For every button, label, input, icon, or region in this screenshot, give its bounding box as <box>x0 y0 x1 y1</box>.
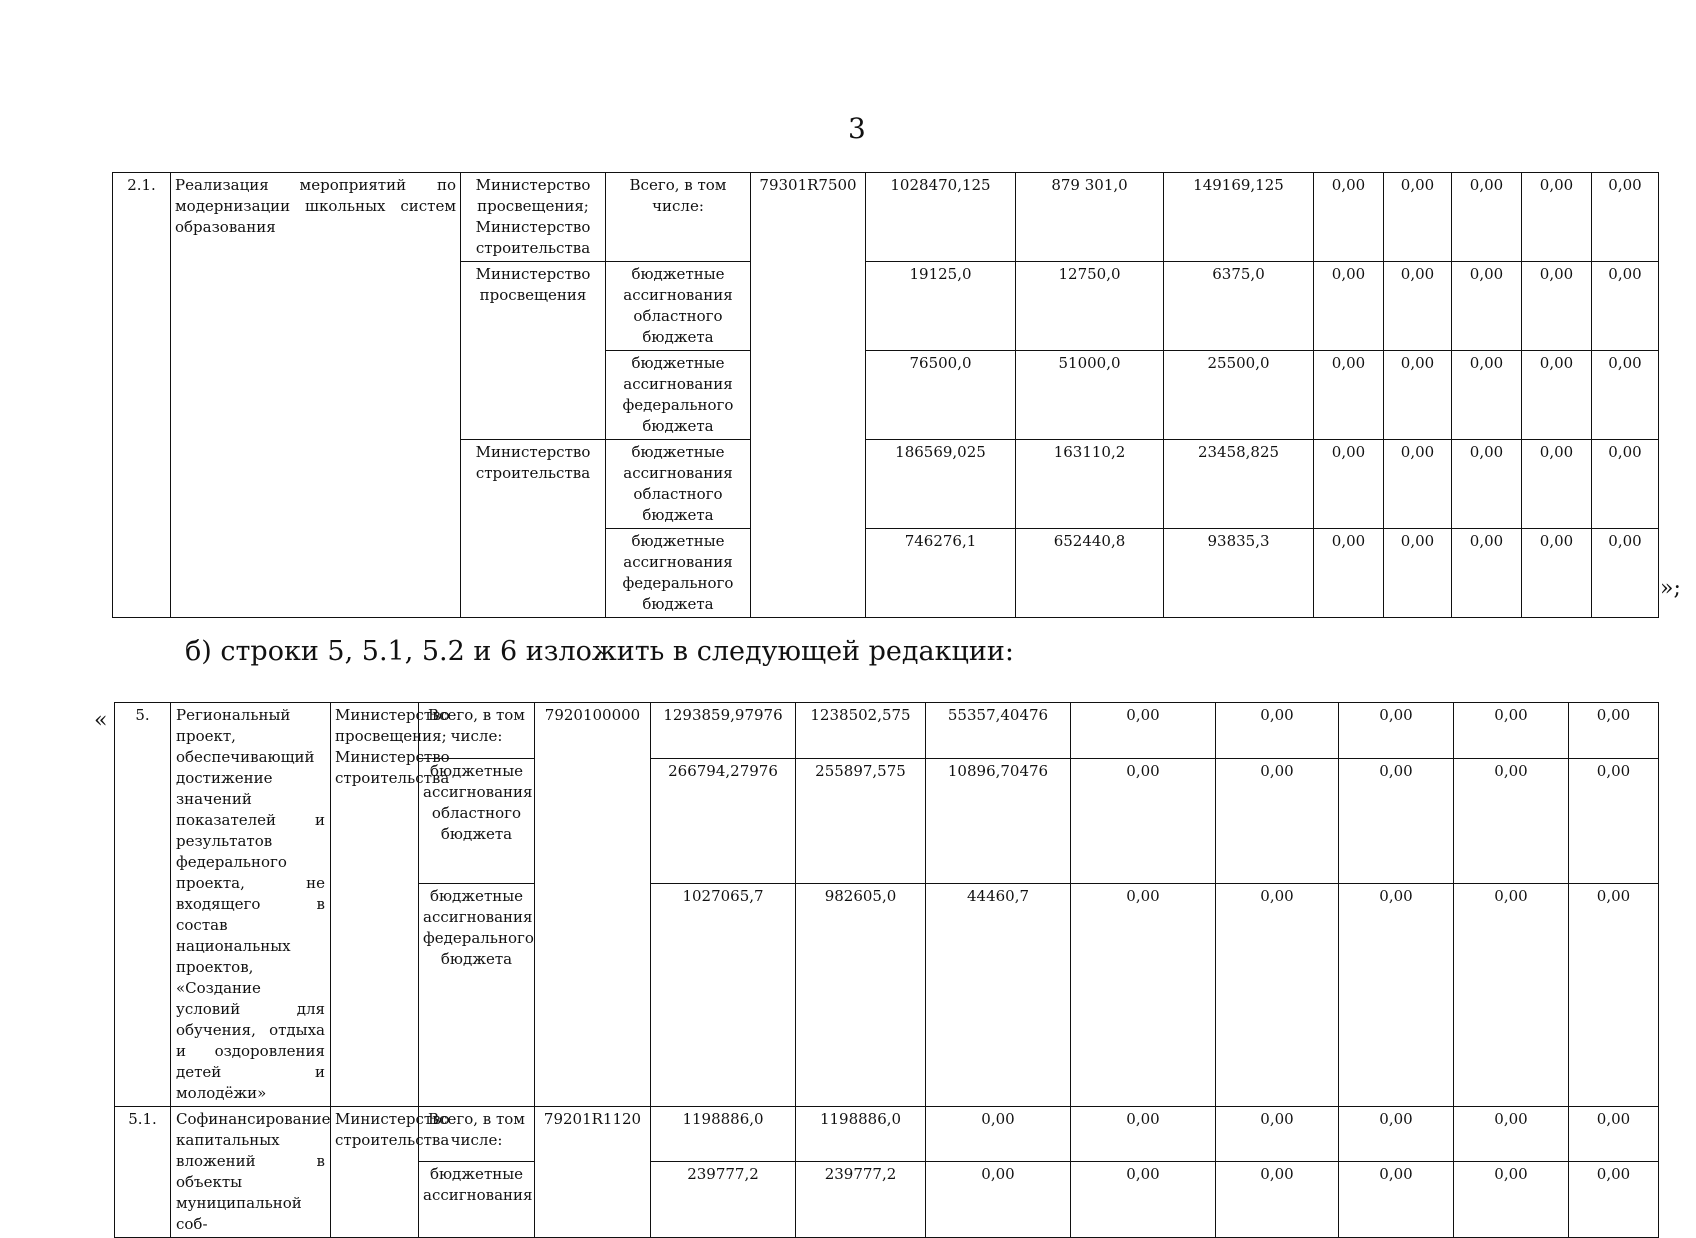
value-cell: 0,00 <box>1339 884 1454 1107</box>
value-cell: 0,00 <box>1454 758 1569 884</box>
row-name: Софинансирование капитальных вложений в объекты муниципальной соб- <box>171 1107 331 1238</box>
value-cell: 0,00 <box>1522 440 1592 529</box>
value-cell: 23458,825 <box>1164 440 1314 529</box>
value-cell: 1238502,575 <box>796 703 926 759</box>
amendment-note: б) строки 5, 5.1, 5.2 и 6 изложить в следующей редакции: <box>185 636 1014 667</box>
value-cell: 982605,0 <box>796 884 926 1107</box>
value-cell: 0,00 <box>1339 703 1454 759</box>
value-cell: 0,00 <box>1452 351 1522 440</box>
value-cell: 0,00 <box>1071 703 1216 759</box>
value-cell: 51000,0 <box>1016 351 1164 440</box>
row-number: 2.1. <box>113 173 171 618</box>
value-cell: 0,00 <box>1384 440 1452 529</box>
value-cell: 0,00 <box>1071 884 1216 1107</box>
value-cell: 1028470,125 <box>866 173 1016 262</box>
value-cell: 0,00 <box>1454 1162 1569 1238</box>
value-cell: 0,00 <box>1569 884 1659 1107</box>
table-row <box>115 1107 1659 1162</box>
value-cell: 0,00 <box>1569 758 1659 884</box>
ministry-cell: Министерство просвещения; Министерство строительства <box>461 173 606 262</box>
budget-code: 79301R7500 <box>751 173 866 618</box>
value-cell: 0,00 <box>1454 884 1569 1107</box>
value-cell: 0,00 <box>1216 1162 1339 1238</box>
value-cell: 1198886,0 <box>796 1107 926 1162</box>
value-cell: 255897,575 <box>796 758 926 884</box>
ministry-cell: Министерство строительства <box>461 440 606 618</box>
value-cell: 0,00 <box>1384 529 1452 618</box>
funding-source: бюджетные ассигнования федерального бюджета <box>606 529 751 618</box>
value-cell: 0,00 <box>1339 758 1454 884</box>
value-cell: 76500,0 <box>866 351 1016 440</box>
value-cell: 0,00 <box>1339 1162 1454 1238</box>
row-name: Региональный проект, обеспечивающий достижение значений показателей и результатов федерального проекта, не входящего в состав национальных проектов, «Создание условий для обучения, отдыха и оздоровления детей и молодёжи» <box>171 703 331 1107</box>
table-row <box>113 173 1659 262</box>
value-cell: 0,00 <box>1454 703 1569 759</box>
funding-source: Всего, в том числе: <box>606 173 751 262</box>
row-number: 5. <box>115 703 171 1107</box>
value-cell: 0,00 <box>1071 1107 1216 1162</box>
value-cell: 0,00 <box>1452 173 1522 262</box>
value-cell: 0,00 <box>1452 529 1522 618</box>
funding-source: Всего, в том числе: <box>419 1107 535 1162</box>
value-cell: 0,00 <box>1384 262 1452 351</box>
ministry-cell: Министерство просвещения; Министерство строительства <box>331 703 419 1107</box>
value-cell: 0,00 <box>1454 1107 1569 1162</box>
value-cell: 0,00 <box>1216 703 1339 759</box>
value-cell: 0,00 <box>1071 758 1216 884</box>
value-cell: 149169,125 <box>1164 173 1314 262</box>
value-cell: 0,00 <box>1339 1107 1454 1162</box>
value-cell: 746276,1 <box>866 529 1016 618</box>
value-cell: 1293859,97976 <box>651 703 796 759</box>
opening-quote: « <box>94 708 108 733</box>
budget-table-row-2-1 <box>112 172 1659 618</box>
value-cell: 239777,2 <box>651 1162 796 1238</box>
page-number: 3 <box>848 112 866 145</box>
ministry-cell: Министерство строительства <box>331 1107 419 1238</box>
value-cell: 0,00 <box>1569 703 1659 759</box>
value-cell: 0,00 <box>1314 440 1384 529</box>
value-cell: 0,00 <box>1592 173 1659 262</box>
value-cell: 1198886,0 <box>651 1107 796 1162</box>
value-cell: 0,00 <box>1592 529 1659 618</box>
value-cell: 0,00 <box>1522 351 1592 440</box>
ministry-cell: Министерство просвещения <box>461 262 606 440</box>
value-cell: 266794,27976 <box>651 758 796 884</box>
value-cell: 0,00 <box>1314 173 1384 262</box>
value-cell: 0,00 <box>1522 529 1592 618</box>
value-cell: 0,00 <box>1216 1107 1339 1162</box>
value-cell: 163110,2 <box>1016 440 1164 529</box>
budget-table-rows-5 <box>114 702 1659 1238</box>
value-cell: 0,00 <box>926 1162 1071 1238</box>
value-cell: 0,00 <box>1522 173 1592 262</box>
funding-source: бюджетные ассигнования областного бюджета <box>419 758 535 884</box>
value-cell: 0,00 <box>1452 262 1522 351</box>
value-cell: 93835,3 <box>1164 529 1314 618</box>
value-cell: 239777,2 <box>796 1162 926 1238</box>
value-cell: 0,00 <box>1592 262 1659 351</box>
value-cell: 55357,40476 <box>926 703 1071 759</box>
value-cell: 0,00 <box>1522 262 1592 351</box>
funding-source: бюджетные ассигнования федерального бюджета <box>606 351 751 440</box>
row-number: 5.1. <box>115 1107 171 1238</box>
value-cell: 19125,0 <box>866 262 1016 351</box>
value-cell: 25500,0 <box>1164 351 1314 440</box>
table-row <box>115 703 1659 759</box>
value-cell: 0,00 <box>1314 351 1384 440</box>
funding-source: бюджетные ассигнования <box>419 1162 535 1238</box>
value-cell: 0,00 <box>926 1107 1071 1162</box>
funding-source: Всего, в том числе: <box>419 703 535 759</box>
value-cell: 652440,8 <box>1016 529 1164 618</box>
value-cell: 0,00 <box>1071 1162 1216 1238</box>
budget-code: 79201R1120 <box>535 1107 651 1238</box>
row-name: Реализация мероприятий по модернизации школьных систем образования <box>171 173 461 618</box>
value-cell: 0,00 <box>1592 440 1659 529</box>
value-cell: 0,00 <box>1216 884 1339 1107</box>
value-cell: 6375,0 <box>1164 262 1314 351</box>
value-cell: 0,00 <box>1592 351 1659 440</box>
value-cell: 0,00 <box>1314 262 1384 351</box>
value-cell: 0,00 <box>1314 529 1384 618</box>
value-cell: 0,00 <box>1452 440 1522 529</box>
closing-quote: »; <box>1660 576 1681 601</box>
budget-code: 7920100000 <box>535 703 651 1107</box>
value-cell: 0,00 <box>1384 351 1452 440</box>
value-cell: 0,00 <box>1569 1107 1659 1162</box>
value-cell: 1027065,7 <box>651 884 796 1107</box>
value-cell: 0,00 <box>1384 173 1452 262</box>
value-cell: 44460,7 <box>926 884 1071 1107</box>
funding-source: бюджетные ассигнования областного бюджета <box>606 440 751 529</box>
value-cell: 0,00 <box>1216 758 1339 884</box>
value-cell: 10896,70476 <box>926 758 1071 884</box>
value-cell: 879 301,0 <box>1016 173 1164 262</box>
value-cell: 186569,025 <box>866 440 1016 529</box>
value-cell: 12750,0 <box>1016 262 1164 351</box>
funding-source: бюджетные ассигнования федерального бюджета <box>419 884 535 1107</box>
value-cell: 0,00 <box>1569 1162 1659 1238</box>
funding-source: бюджетные ассигнования областного бюджета <box>606 262 751 351</box>
